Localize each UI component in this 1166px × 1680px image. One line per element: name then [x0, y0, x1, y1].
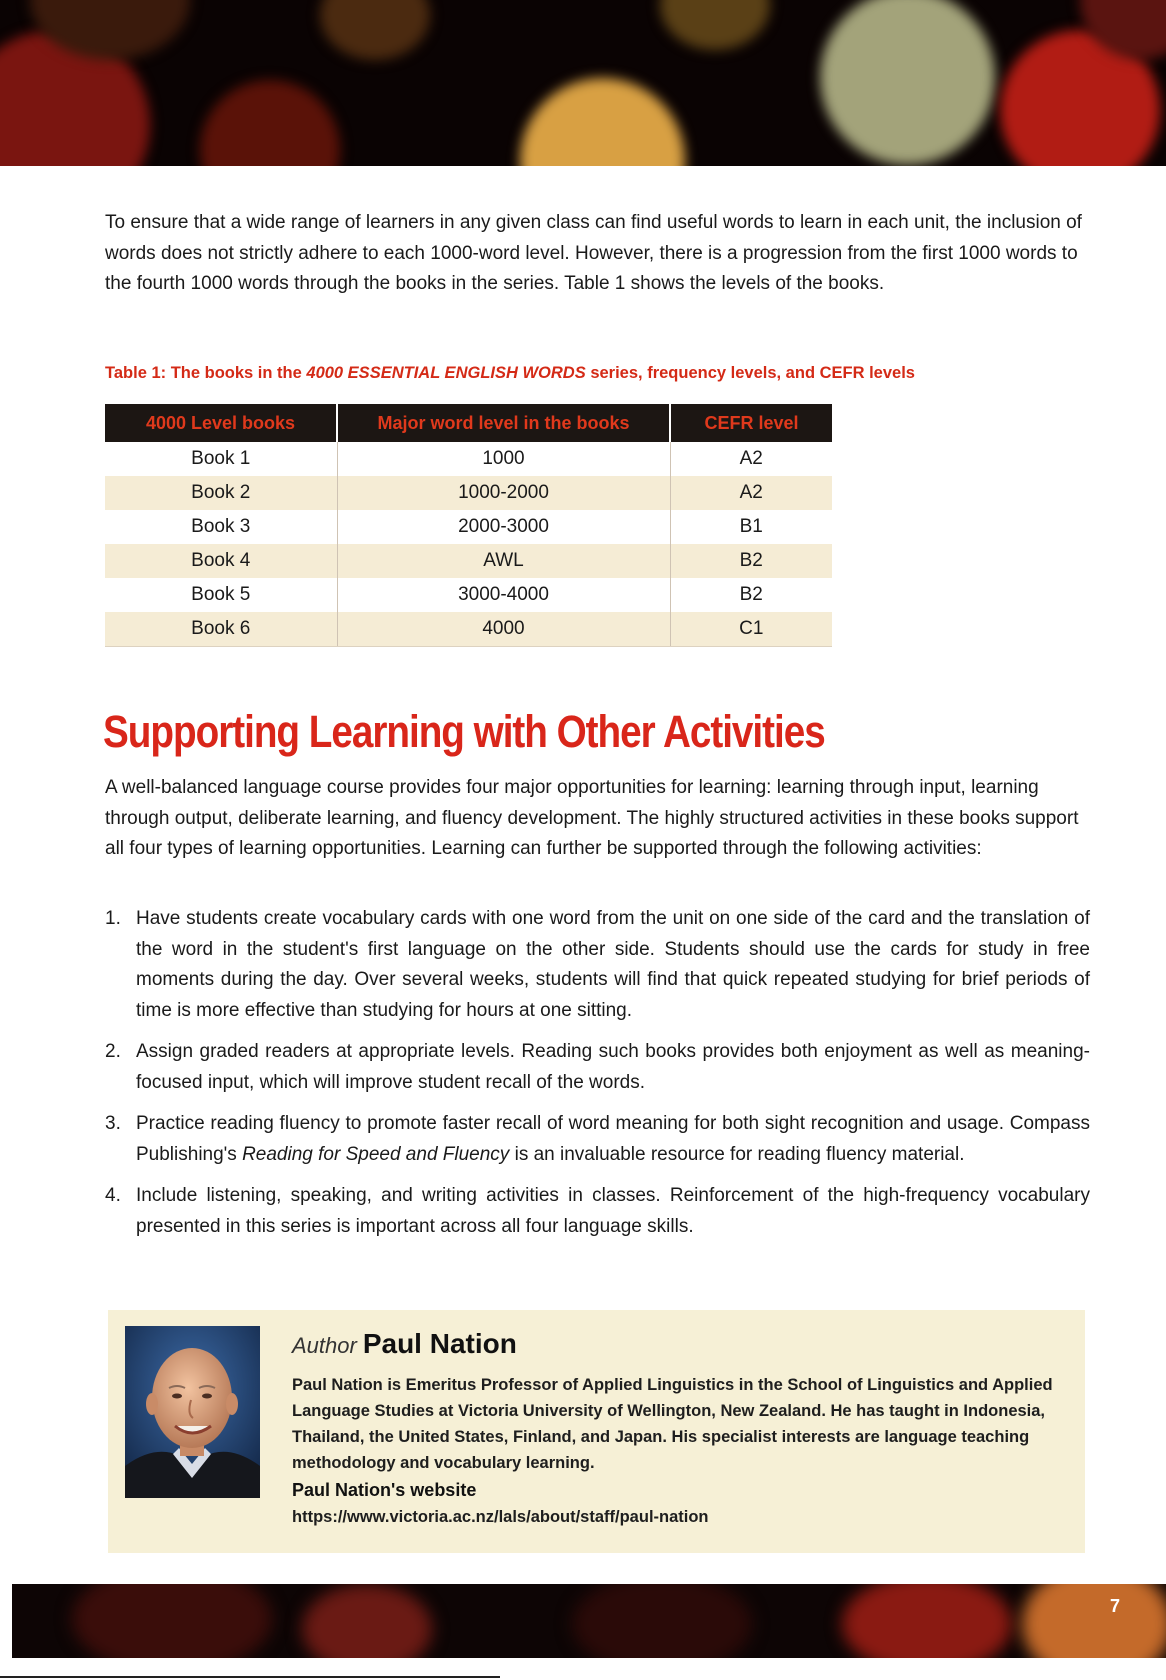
table-cell: AWL [337, 544, 670, 578]
footer-banner [12, 1584, 1166, 1658]
table-cell: Book 4 [105, 544, 337, 578]
table-header-row [105, 404, 832, 442]
list-item-text: Practice reading fluency to promote faster recall of word meaning for both sight recognition and usage. Compass Publishing's [136, 1113, 1090, 1165]
bokeh-light [842, 1584, 1012, 1658]
list-item-text: Assign graded readers at appropriate levels. Reading such books provides both enjoyment as well as meaning-focused input, which will improve student recall of the words. [136, 1041, 1090, 1093]
table-caption-series: 4000 ESSENTIAL ENGLISH WORDS [306, 364, 586, 382]
bokeh-light [1022, 1584, 1166, 1658]
table-cell: Book 3 [105, 510, 337, 544]
bokeh-light [320, 0, 430, 60]
table-cell: 2000-3000 [337, 510, 670, 544]
bokeh-light [660, 0, 770, 50]
table-row [105, 476, 832, 510]
list-item-text: is an invaluable resource for reading fluency material. [509, 1143, 965, 1165]
table-cell: 4000 [337, 612, 670, 647]
header-banner [0, 0, 1166, 166]
list-item-text: Include listening, speaking, and writing activities in classes. Reinforcement of the high-frequency vocabulary presented in this series is important across all four language skills. [136, 1185, 1090, 1237]
table-cell: Book 5 [105, 578, 337, 612]
bokeh-light [572, 1584, 752, 1658]
list-item [105, 904, 1090, 1026]
bokeh-light [302, 1584, 432, 1658]
table-caption [105, 364, 1105, 383]
book-title: Reading for Speed and Fluency [242, 1143, 510, 1165]
author-bio: Paul Nation is Emeritus Professor of Applied Linguistics in the School of Linguistics and Applied Language Studies at Victoria University of Wellington, New Zealand. He has taught in Indonesia, Thailand, the United States, Finland, and Japan. His specialist interests are language teaching methodology and vocabulary learning. [292, 1376, 1053, 1472]
table-header-cell: CEFR level [670, 404, 832, 442]
table-cell: B1 [739, 516, 763, 537]
intro-paragraph: To ensure that a wide range of learners in any given class can find useful words to learn in each unit, the inclusion of words does not strictly adhere to each 1000-word level. However, there is a progression from the first 1000 words to the fourth 1000 words through the books in the series. Table 1 shows the levels of the books. [105, 212, 1082, 294]
page-number: 7 [1110, 1596, 1121, 1616]
bokeh-light [520, 78, 685, 166]
activity-list [105, 904, 1090, 1253]
table-cell: A2 [670, 476, 832, 510]
table-cell: 3000-4000 [337, 578, 670, 612]
author-portrait-image [125, 1326, 260, 1498]
author-heading [292, 1328, 517, 1360]
bokeh-light [820, 0, 995, 165]
section-body: A well-balanced language course provides four major opportunities for learning: learning through input, learning through output, deliberate learning, and fluency development. The highly structured activities in these books support all four types of learning opportunities. Learning can further be supported through the following activities: [105, 777, 1079, 859]
list-item-text: Have students create vocabulary cards with one word from the unit on one side of the card and the translation of the word in the student's first language on the other side. Students should use the cards for study in free moments during the day. Over several weeks, students will find that quick repeated studying for brief periods of time is more effective than studying for hours at one sitting. [136, 908, 1090, 1021]
table-cell: Book 6 [105, 612, 337, 647]
author-photo [125, 1326, 260, 1498]
list-item-number: 3. [105, 1113, 121, 1134]
author-box [108, 1310, 1085, 1553]
list-item-number: 4. [105, 1185, 121, 1206]
author-name: Paul Nation [362, 1328, 517, 1359]
table-cell: B2 [670, 544, 832, 578]
table-cell: A2 [739, 448, 763, 469]
list-item-number: 1. [105, 908, 121, 929]
table-cell: C1 [670, 612, 832, 647]
bokeh-light [200, 80, 340, 166]
table-row [105, 544, 832, 578]
table-cell: Book 2 [105, 476, 337, 510]
table-cell: 1000-2000 [337, 476, 670, 510]
table-caption-prefix: Table 1: The books in the [105, 364, 307, 382]
list-item [105, 1109, 1090, 1170]
table-caption-suffix: series, frequency levels, and CEFR levels [585, 364, 915, 382]
footer-divider [0, 1676, 500, 1678]
list-item [105, 1181, 1090, 1242]
table-row [105, 510, 832, 544]
table-cell: Book 1 [105, 442, 337, 476]
website-label: Paul Nation's website [292, 1480, 477, 1500]
table-cell: 1000 [337, 442, 670, 476]
author-label: Author [292, 1333, 357, 1358]
books-table [105, 404, 832, 647]
table-header-cell: 4000 Level books [105, 404, 337, 442]
website-url[interactable]: https://www.victoria.ac.nz/lals/about/staff/paul-nation [292, 1508, 709, 1526]
bokeh-light [72, 1584, 272, 1658]
table-header-cell: Major word level in the books [337, 404, 670, 442]
list-item-number: 2. [105, 1041, 121, 1062]
table-cell: B2 [739, 584, 763, 605]
table-row [105, 612, 832, 647]
table-row [105, 442, 832, 476]
table-row [105, 578, 832, 612]
list-item [105, 1037, 1090, 1098]
section-title: Supporting Learning with Other Activities [103, 706, 825, 757]
